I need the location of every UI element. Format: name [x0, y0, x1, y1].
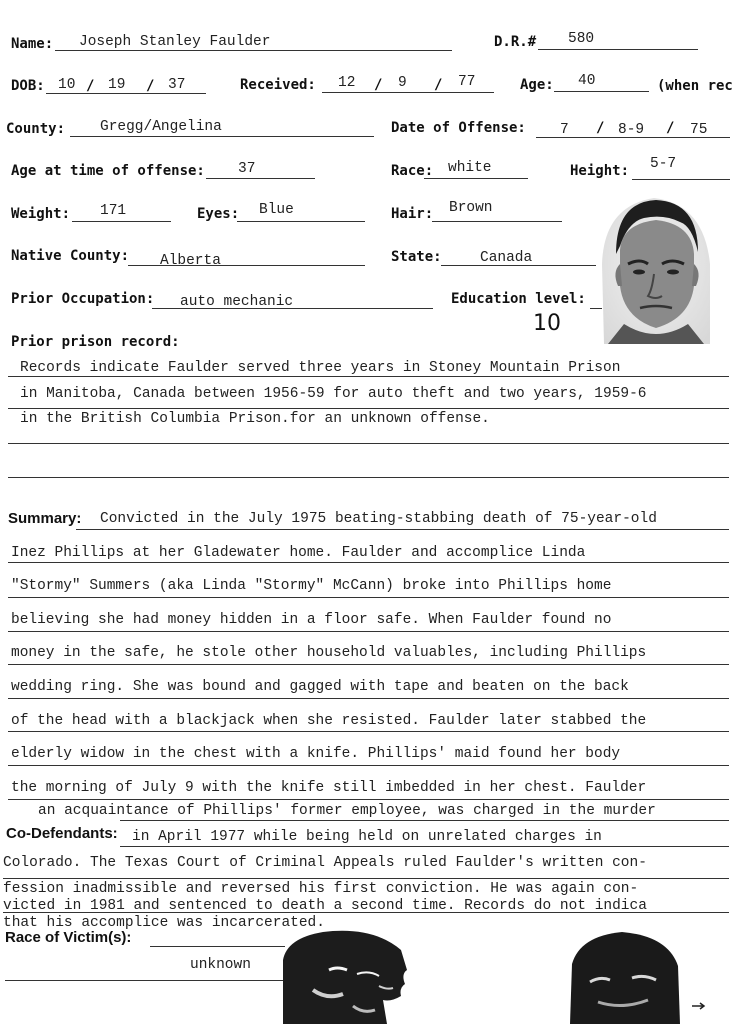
native-county-line	[128, 265, 365, 266]
prior-record-line-1: Records indicate Faulder served three years in Stoney Mountain Prison	[20, 360, 621, 376]
dob-month: 10	[58, 77, 76, 93]
summary-rule-5	[8, 664, 729, 665]
height-value: 5-7	[650, 156, 677, 172]
summary-line-4: believing she had money hidden in a floor safe. When Faulder found no	[11, 612, 612, 628]
county-value: Gregg/Angelina	[100, 119, 222, 135]
summary-label: Summary:	[8, 510, 82, 527]
height-label: Height:	[570, 163, 630, 179]
offense-slash-1: /	[596, 120, 605, 136]
summary-line-10: an acquaintance of Phillips' former employee, was charged in the murder	[38, 803, 656, 819]
age-at-offense-value: 37	[238, 161, 256, 177]
dob-slash-2: /	[146, 78, 155, 94]
county-line	[70, 136, 374, 137]
native-county-value: Alberta	[160, 253, 221, 269]
name-line	[55, 50, 452, 51]
co-defendants-line: in April 1977 while being held on unrelated charges in	[132, 829, 602, 845]
education-level-value: 10	[533, 311, 561, 336]
continuation-line-3: victed in 1981 and sentenced to death a second time. Records do not indica	[3, 898, 647, 914]
summary-rule-4	[8, 631, 729, 632]
received-line	[322, 92, 494, 93]
eyes-label: Eyes:	[197, 206, 240, 222]
hair-line	[432, 221, 562, 222]
dr-label: D.R.#	[494, 34, 537, 50]
education-level-label: Education level:	[451, 291, 586, 307]
name-value: Joseph Stanley Faulder	[79, 34, 271, 50]
summary-line-2: Inez Phillips at her Gladewater home. Faulder and accomplice Linda	[11, 545, 586, 561]
dob-day: 19	[108, 77, 126, 93]
height-line	[632, 179, 730, 180]
prior-record-rule-2	[8, 408, 729, 409]
profile-mugshot-photo	[283, 930, 411, 1024]
received-slash-1: /	[374, 77, 383, 93]
summary-line-1: Convicted in the July 1975 beating-stabbing death of 75-year-old	[100, 511, 657, 527]
received-month: 12	[338, 75, 356, 91]
summary-rule-8	[8, 765, 729, 766]
received-day: 9	[398, 75, 407, 91]
continuation-rule-2	[3, 912, 729, 913]
co-defendants-label: Co-Defendants:	[6, 825, 118, 842]
offense-day: 8-9	[618, 122, 645, 138]
weight-label: Weight:	[11, 206, 71, 222]
summary-rule-10	[120, 820, 729, 821]
offense-line	[536, 137, 730, 138]
state-line	[441, 265, 596, 266]
eyes-line	[237, 221, 365, 222]
age-at-offense-line	[206, 178, 315, 179]
prior-record-label: Prior prison record:	[11, 334, 180, 350]
dob-line	[46, 93, 206, 94]
dob-label: DOB:	[11, 78, 45, 94]
race-line	[424, 178, 528, 179]
state-value: Canada	[480, 250, 533, 266]
continuation-line-4: that his accomplice was incarcerated.	[3, 915, 325, 931]
continuation-line-2: fession inadmissible and reversed his first conviction. He was again con-	[3, 881, 639, 897]
summary-rule-3	[8, 597, 729, 598]
received-label: Received:	[240, 77, 316, 93]
dr-line	[538, 49, 698, 50]
native-county-label: Native County:	[11, 248, 130, 264]
arrow-mark-icon	[690, 1000, 710, 1012]
race-of-victims-label: Race of Victim(s):	[5, 929, 132, 946]
when-received-label: (when rec	[657, 78, 733, 94]
age-at-offense-label: Age at time of offense:	[11, 163, 205, 179]
summary-rule-7	[8, 731, 729, 732]
summary-line-6: wedding ring. She was bound and gagged with tape and beaten on the back	[11, 679, 629, 695]
age-value: 40	[578, 73, 596, 89]
dob-slash-1: /	[86, 78, 95, 94]
received-slash-2: /	[434, 77, 443, 93]
age-label: Age:	[520, 77, 554, 93]
co-defendants-rule	[120, 846, 729, 847]
prior-occupation-value: auto mechanic	[180, 294, 294, 310]
offense-slash-2: /	[666, 120, 675, 136]
summary-rule-9	[8, 799, 729, 800]
race-of-victims-rule-1	[150, 946, 285, 947]
offense-year: 75	[690, 122, 708, 138]
weight-value: 171	[100, 203, 127, 219]
hair-label: Hair:	[391, 206, 434, 222]
prior-record-line-2: in Manitoba, Canada between 1956-59 for auto theft and two years, 1959-6	[20, 386, 647, 402]
summary-line-3: "Stormy" Summers (aka Linda "Stormy" McCann) broke into Phillips home	[11, 578, 612, 594]
summary-line-7: of the head with a blackjack when she resisted. Faulder later stabbed the	[11, 713, 647, 729]
offense-month: 7	[560, 122, 569, 138]
race-label: Race:	[391, 163, 434, 179]
weight-line	[72, 221, 171, 222]
age-line	[554, 91, 649, 92]
front-mugshot-photo-bottom	[570, 930, 682, 1024]
date-of-offense-label: Date of Offense:	[391, 120, 526, 136]
hair-value: Brown	[449, 200, 493, 216]
summary-line-5: money in the safe, he stole other household valuables, including Phillips	[11, 645, 647, 661]
prior-record-rule-3	[8, 443, 729, 444]
dr-value: 580	[568, 31, 595, 47]
prior-occupation-label: Prior Occupation:	[11, 291, 155, 307]
summary-line-9: the morning of July 9 with the knife still imbedded in her chest. Faulder	[11, 780, 647, 796]
prior-record-line-3: in the British Columbia Prison.for an unknown offense.	[20, 411, 490, 427]
race-of-victims-rule-2	[5, 980, 285, 981]
summary-rule-1	[76, 529, 729, 530]
dob-year: 37	[168, 77, 186, 93]
county-label: County:	[6, 121, 66, 137]
continuation-line-1: Colorado. The Texas Court of Criminal Appeals ruled Faulder's written con-	[3, 855, 647, 871]
front-mugshot-photo	[594, 194, 714, 344]
race-value: white	[448, 160, 492, 176]
race-of-victims-value: unknown	[190, 957, 251, 973]
state-label: State:	[391, 249, 442, 265]
prior-record-rule-4	[8, 477, 729, 478]
name-label: Name:	[11, 36, 54, 52]
received-year: 77	[458, 74, 476, 90]
prior-record-rule-1	[8, 376, 729, 377]
summary-rule-6	[8, 698, 729, 699]
eyes-value: Blue	[259, 202, 294, 218]
summary-line-8: elderly widow in the chest with a knife. Phillips' maid found her body	[11, 746, 621, 762]
prior-occupation-line	[152, 308, 433, 309]
summary-rule-2	[8, 562, 729, 563]
continuation-rule-1	[3, 878, 729, 879]
